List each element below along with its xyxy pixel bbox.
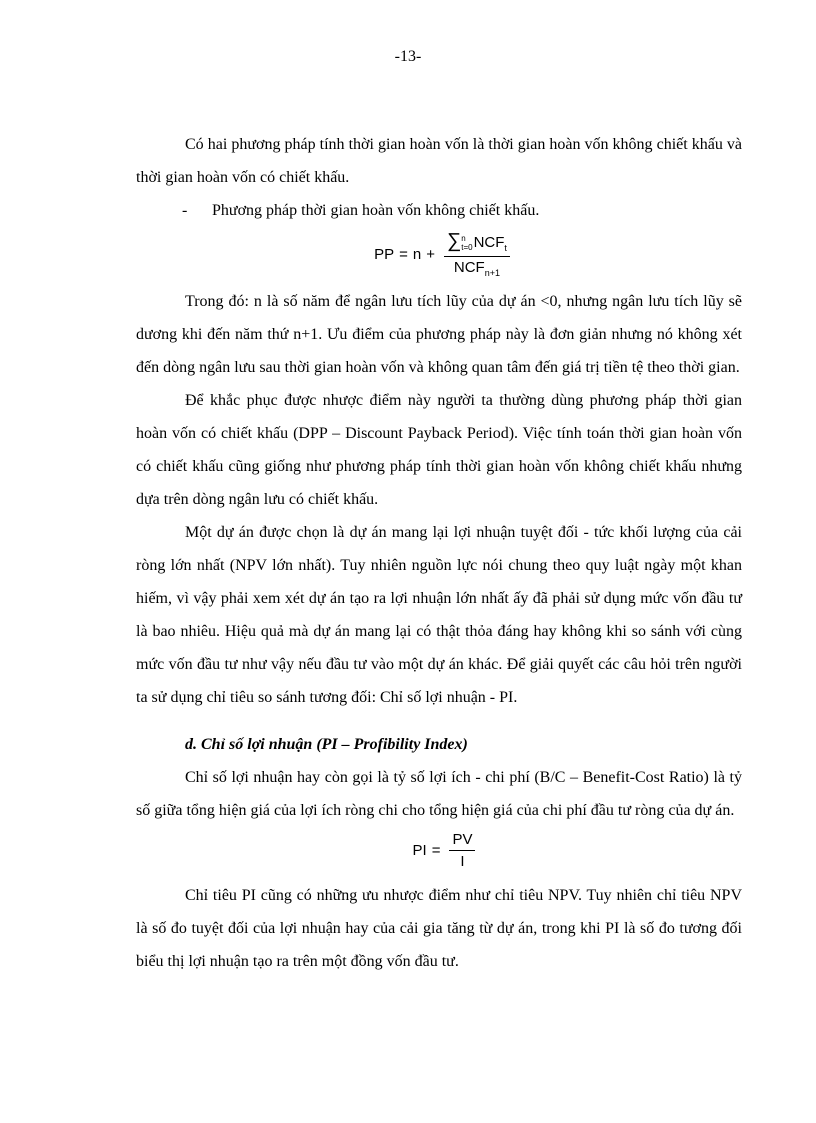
sum-lower-limit: t=0	[461, 242, 473, 252]
paragraph-pi-definition: Chỉ số lợi nhuận hay còn gọi là tỷ số lợi ích - chi phí (B/C – Benefit-Cost Ratio) là tỷ số giữa tổng hiện giá của lợi ích ròng chi cho tổng hiện giá của chi phí đầu tư ròng của dự án.	[136, 769, 742, 819]
paragraph-where: Trong đó: n là số năm để ngân lưu tích lũy của dự án <0, nhưng ngân lưu tích lũy sẽ dương khi đến năm thứ n+1. Ưu điểm của phương pháp này là đơn giản nhưng nó không xét đến dòng ngân lưu sau thời gian hoàn vốn và không quan tâm đến giá trị tiền tệ theo thời gian.	[136, 293, 742, 376]
numerator-subscript: t	[504, 242, 507, 253]
formula-pi-equals: =	[431, 841, 441, 859]
formula-profitability-index	[136, 825, 742, 875]
formula-pp-plus: +	[426, 245, 435, 263]
formula-pi-lhs: PI	[412, 841, 427, 859]
formula-pi-fraction	[449, 832, 475, 869]
paragraph-discounted-payback: Để khắc phục được nhược điểm này người ta thường dùng phương pháp thời gian hoàn vốn có chiết khấu (DPP – Discount Payback Period). Việc tính toán thời gian hoàn vốn có chiết khấu cũng giống như phương pháp tính thời gian hoàn vốn không chiết khấu nhưng dựa trên dòng ngân lưu có chiết khấu.	[136, 392, 742, 508]
paragraph-payback-intro: Có hai phương pháp tính thời gian hoàn vốn là thời gian hoàn vốn không chiết khấu và thời gian hoàn vốn có chiết khấu.	[136, 136, 742, 186]
paragraph-project-selection: Một dự án được chọn là dự án mang lại lợi nhuận tuyệt đối - tức khối lượng của cải ròng lớn nhất (NPV lớn nhất). Tuy nhiên nguồn lực nói chung theo quy luật ngày một khan hiếm, vì vậy phải xem xét dự án tạo ra lợi nhuận lớn nhất ấy đã phải sử dụng mức vốn đầu tư là bao nhiêu. Hiệu quả mà dự án mang lại có thật thỏa đáng hay không khi so sánh với cùng mức vốn đầu tư như vậy nếu đầu tư vào một dự án khác. Để giải quyết các câu hỏi trên người ta sử dụng chỉ tiêu so sánh tương đối: Chỉ số lợi nhuận - PI.	[136, 524, 742, 706]
numerator-variable: NCF	[473, 233, 505, 251]
denominator-variable: NCF	[453, 258, 485, 276]
section-heading-profitability-index: d. Chỉ số lợi nhuận (PI – Profibility Index)	[185, 736, 468, 753]
page-number: -13-	[394, 48, 422, 65]
formula-pp-n: n	[412, 245, 422, 263]
sum-limits	[461, 234, 472, 252]
formula-payback-period	[136, 227, 742, 281]
paragraph-pi-vs-npv: Chỉ tiêu PI cũng có những ưu nhược điểm như chỉ tiêu NPV. Tuy nhiên chỉ tiêu NPV là số đo tuyệt đối của lợi nhuận hay của cải gia tăng từ dự án, trong khi PI là số đo tương đối biểu thị lợi nhuận tạo ra trên một đồng vốn đầu tư.	[136, 887, 742, 970]
bullet-undiscounted-method	[136, 194, 742, 227]
formula-pp-numerator	[444, 231, 510, 257]
formula-pp-lhs: PP	[374, 245, 395, 263]
formula-pp-fraction	[444, 231, 510, 278]
formula-pp-equals: =	[399, 245, 408, 263]
bullet-dash: -	[182, 202, 188, 219]
formula-pp-denominator	[451, 257, 503, 278]
formula-pi-numerator: PV	[449, 832, 475, 851]
document-body	[136, 128, 742, 978]
bullet-text: Phương pháp thời gian hoàn vốn không chiết khấu.	[212, 202, 540, 219]
formula-pi-denominator: I	[460, 852, 465, 870]
denominator-subscript: n+1	[484, 267, 500, 278]
sum-upper-limit: n	[461, 233, 466, 243]
sigma-symbol: ∑	[446, 229, 462, 252]
